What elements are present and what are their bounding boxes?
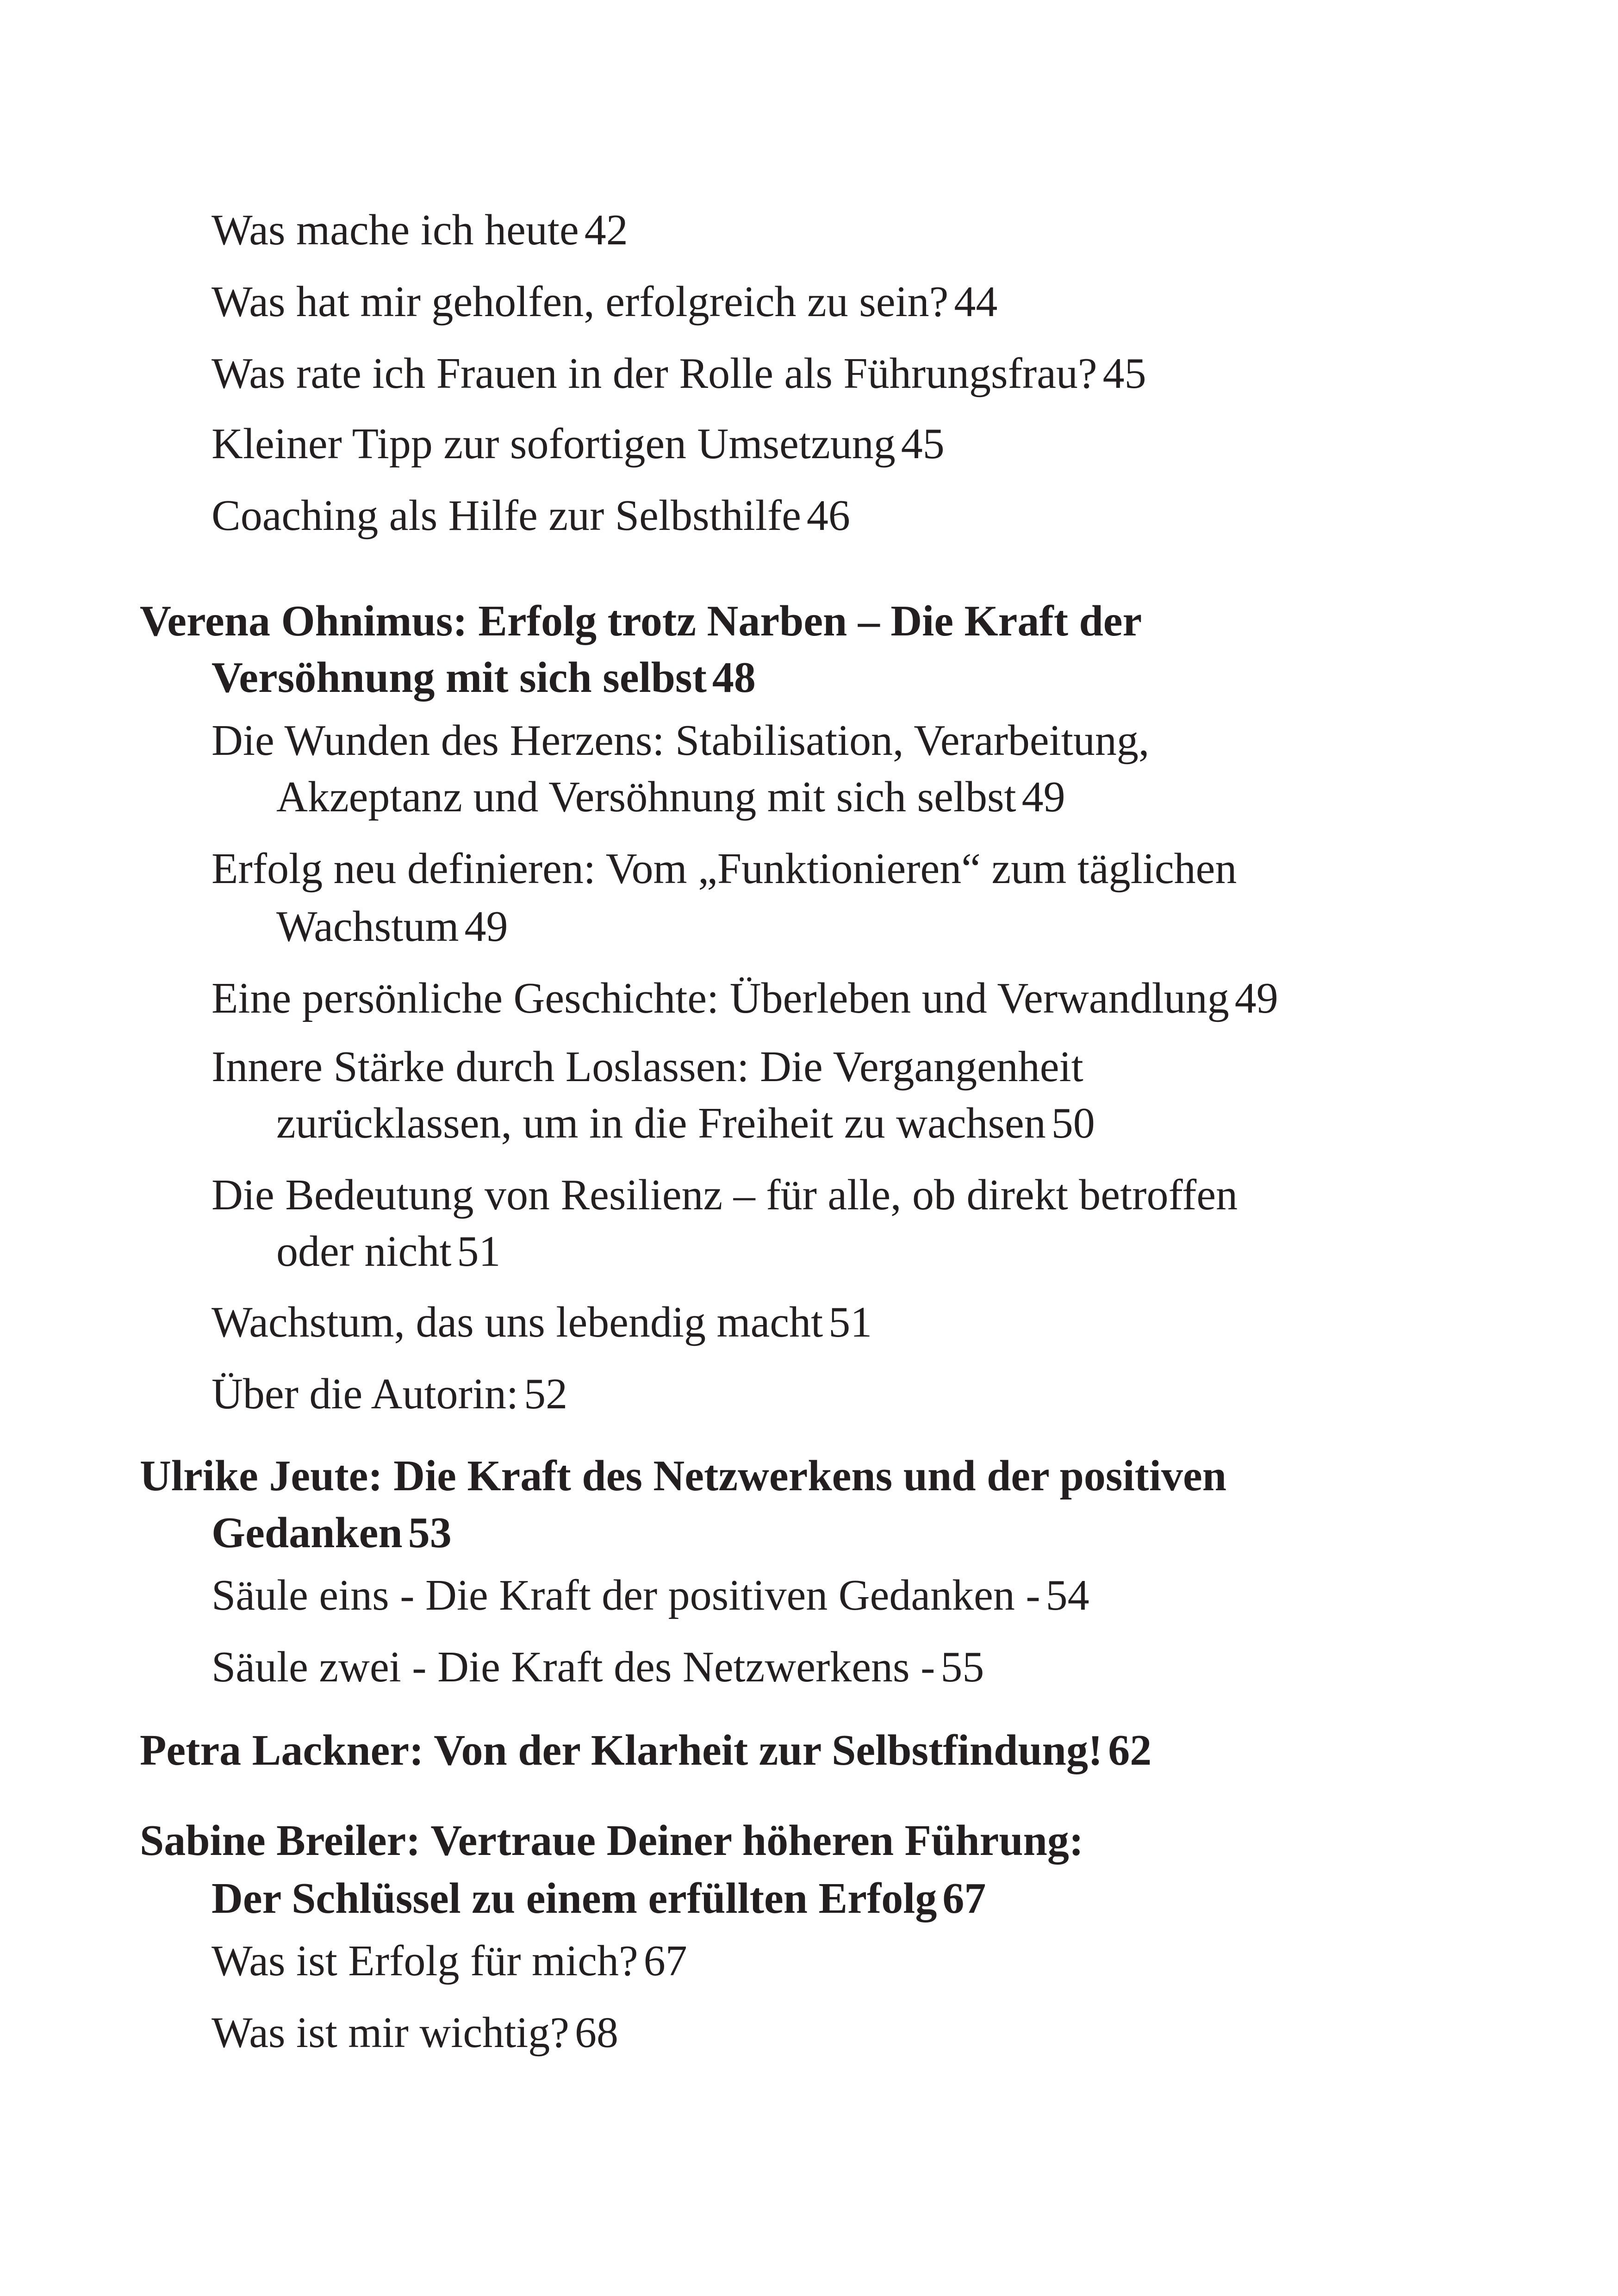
toc-title: Erfolg neu definieren: Vom „Funktionieren“ zum täglichen (212, 845, 1237, 893)
toc-entry-line-continued (212, 1045, 1083, 1089)
toc-title: Verena Ohnimus: Erfolg trotz Narben – Die Kraft der (140, 597, 1142, 645)
toc-entry-line-continued (140, 1454, 1226, 1498)
toc-title: Säule zwei - Die Kraft des Netzwerkens - (212, 1643, 935, 1691)
toc-title: Säule eins - Die Kraft der positiven Gedanken - (212, 1571, 1040, 1619)
toc-page-number: 49 (1234, 974, 1278, 1022)
toc-title: Coaching als Hilfe zur Selbsthilfe (212, 492, 801, 540)
toc-title: Wachstum, das uns lebendig macht (212, 1298, 823, 1346)
toc-page-number: 62 (1108, 1726, 1152, 1774)
toc-title: Eine persönliche Geschichte: Überleben und Verwandlung (212, 974, 1229, 1022)
toc-page-number: 67 (942, 1874, 986, 1923)
toc-page-number: 44 (954, 278, 998, 326)
toc-page-number: 45 (901, 420, 945, 468)
toc-page-number: 50 (1051, 1099, 1095, 1147)
toc-title: Petra Lackner: Von der Klarheit zur Selbstfindung! (140, 1726, 1103, 1774)
toc-entry-line-continued (212, 1173, 1238, 1217)
toc-page-number: 49 (464, 902, 508, 951)
toc-page-number: 51 (828, 1298, 872, 1346)
toc-title: oder nicht (276, 1227, 452, 1276)
toc-page-number: 55 (940, 1643, 984, 1691)
toc-title: Was ist mir wichtig? (212, 2009, 570, 2057)
toc-title: zurücklassen, um in die Freiheit zu wachsen (276, 1099, 1046, 1147)
toc-entry-line-continued (212, 716, 1150, 765)
toc-title: Was ist Erfolg für mich? (212, 1937, 638, 1985)
toc-title: Gedanken (212, 1509, 403, 1557)
toc-page-number: 67 (643, 1937, 687, 1985)
toc-page-number: 48 (712, 653, 756, 702)
toc-title: Die Bedeutung von Resilienz – für alle, ob direkt betroffen (212, 1171, 1238, 1219)
toc-title: Wachstum (276, 902, 459, 951)
toc-page-number: 49 (1021, 773, 1065, 821)
toc-title: Sabine Breiler: Vertraue Deiner höheren Führung: (140, 1817, 1084, 1865)
toc-page-number: 51 (457, 1227, 501, 1276)
toc-title: Akzeptanz und Versöhnung mit sich selbst (276, 773, 1016, 821)
toc-page-number: 54 (1045, 1571, 1089, 1619)
toc-page-number: 46 (806, 492, 850, 540)
toc-title: Der Schlüssel zu einem erfüllten Erfolg (212, 1874, 937, 1923)
toc-title: Die Wunden des Herzens: Stabilisation, Verarbeitung, (212, 716, 1150, 765)
toc-title: Innere Stärke durch Loslassen: Die Vergangenheit (212, 1043, 1083, 1091)
toc-page-number: 42 (584, 206, 628, 254)
toc-page-number: 68 (575, 2009, 619, 2057)
toc-title: Was mache ich heute (212, 206, 579, 254)
toc-title: Versöhnung mit sich selbst (212, 653, 707, 702)
toc-title: Was rate ich Frauen in der Rolle als Führungsfrau? (212, 349, 1097, 398)
toc-title: Über die Autorin: (212, 1370, 519, 1418)
toc-entry-line-continued (140, 1817, 1084, 1865)
toc-entry-line-continued (212, 845, 1237, 893)
toc-title: Was hat mir geholfen, erfolgreich zu sein? (212, 278, 949, 326)
toc-page-number: 53 (408, 1509, 452, 1557)
toc-title: Ulrike Jeute: Die Kraft des Netzwerkens und der positiven (140, 1452, 1226, 1500)
toc-entry-line-continued (140, 599, 1142, 643)
toc-page-number: 52 (524, 1370, 568, 1418)
toc-page-number: 45 (1102, 349, 1146, 398)
toc-title: Kleiner Tipp zur sofortigen Umsetzung (212, 420, 896, 468)
